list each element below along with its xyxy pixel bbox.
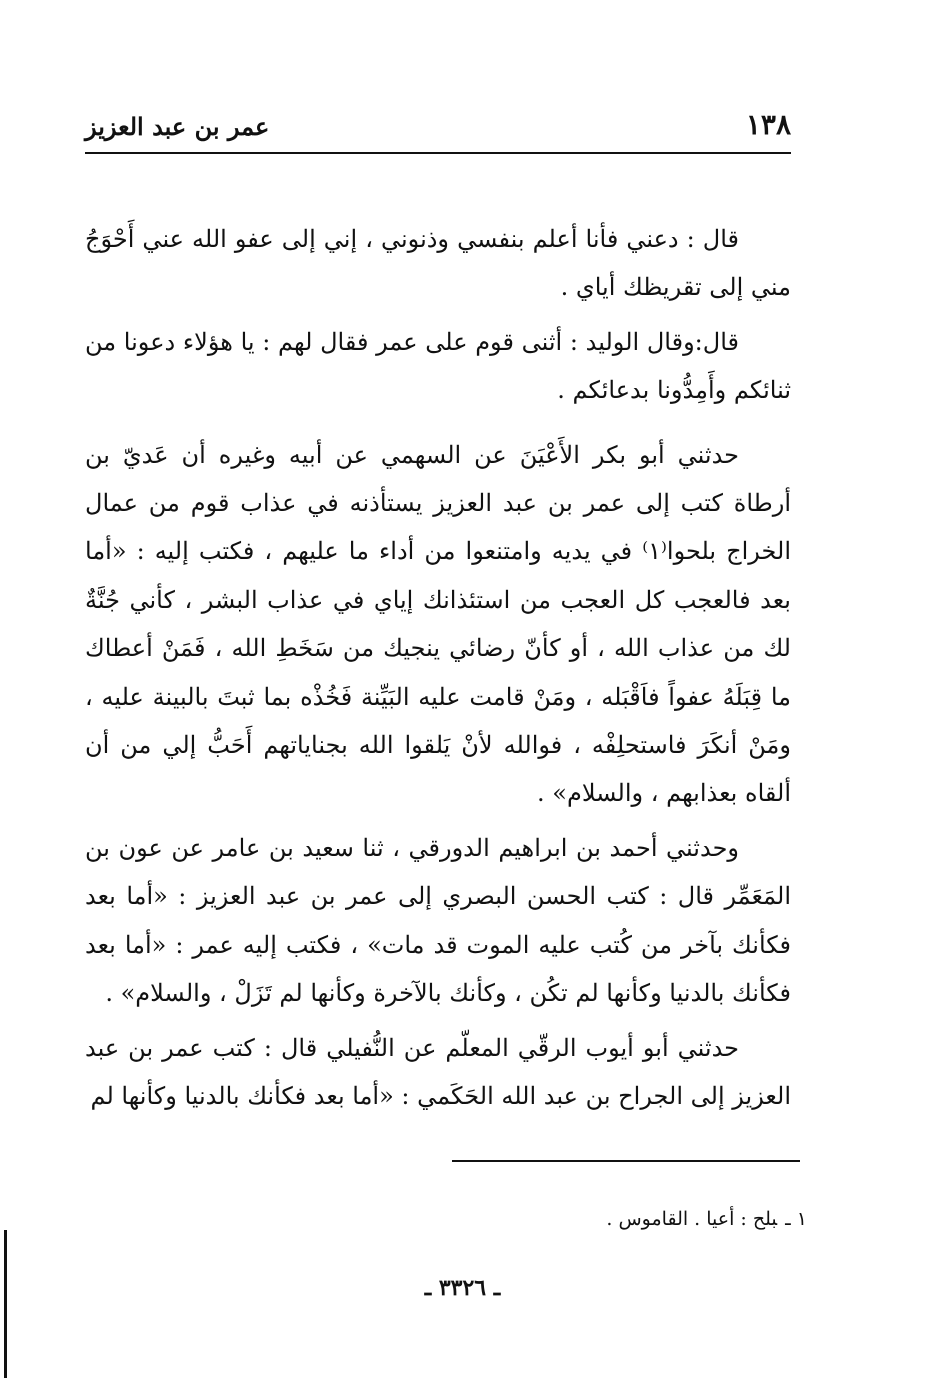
footnote-marker: ١ ـ <box>785 1208 807 1230</box>
page-number-top: ١٣٨ <box>745 108 791 141</box>
paragraph-3: حدثني أبو بكر الأَعْيَنَ عن السهمي عن أبيه وغيره أن عَديّ بن أرطاة كتب إلى عمر بن عبد العزيز يستأذنه في عذاب قوم من عمال الخراج بلحوا⁽١⁾ في يديه وامتنعوا من أداء ما عليهم ، فكتب إليه : «أما بعد فالعجب كل العجب من استئذانك إياي في عذاب البشر ، كأني جُنَّةٌ لك من عذاب الله ، أو كأنّ رضائي ينجيك من سَخَطِ الله ، فَمَنْ أعطاك ما قِبَلَهُ عفواً فاَقْبَله ، ومَنْ قامت عليه البَيِّنة فَخُذْه بما ثبتَ بالبينة عليه ، ومَنْ أنكَرَ فاستحلِفْه ، فوالله لأنْ يَلقوا الله بجناياتهم أَحَبُّ إلي من أن ألقاه بعذابهم ، والسلام» . <box>85 440 791 808</box>
paragraph-1: قال : دعني فأنا أعلم بنفسي وذنوني ، إني إلى عفو الله عني أَحْوَجُ مني إلى تقريظك أياي . <box>85 225 791 302</box>
footnote-text: بلح : أعيا . القاموس . <box>606 1208 778 1230</box>
body-text <box>85 215 791 1126</box>
paragraph-2: قال:وقال الوليد : أثنى قوم على عمر فقال لهم : يا هؤلاء دعونا من ثنائكم وأَمِدُّونا بدعائكم . <box>85 327 791 405</box>
header-rule <box>85 152 791 154</box>
scan-edge-line <box>4 1230 7 1378</box>
footnote <box>606 1208 807 1230</box>
paragraph-5: حدثني أبو أيوب الرقّي المعلّم عن النُّفيلي قال : كتب عمر بن عبد العزيز إلى الجراح بن عبد الله الحَكَمي : «أما بعد فكأنك بالدنيا وكأنها لم <box>85 1033 791 1110</box>
running-title: عمر بن عبد العزيز <box>85 112 270 141</box>
footnote-rule <box>452 1160 800 1162</box>
paragraph-4: وحدثني أحمد بن ابراهيم الدورقي ، ثنا سعيد بن عامر عن عون بن المَعَمِّر قال : كتب الحسن البصري إلى عمر بن عبد العزيز : «أما بعد فكأنك بآخر من كُتب عليه الموت قد مات» ، فكتب إليه عمر : «أما بعد فكأنك بالدنيا وكأنها لم تكُن ، وكأنك بالآخرة وكأنها لم تَزَلْ ، والسلام» . <box>85 833 791 1008</box>
page-number-bottom: ـ ٣٣٢٦ ـ <box>424 1275 501 1301</box>
running-header <box>85 108 791 152</box>
